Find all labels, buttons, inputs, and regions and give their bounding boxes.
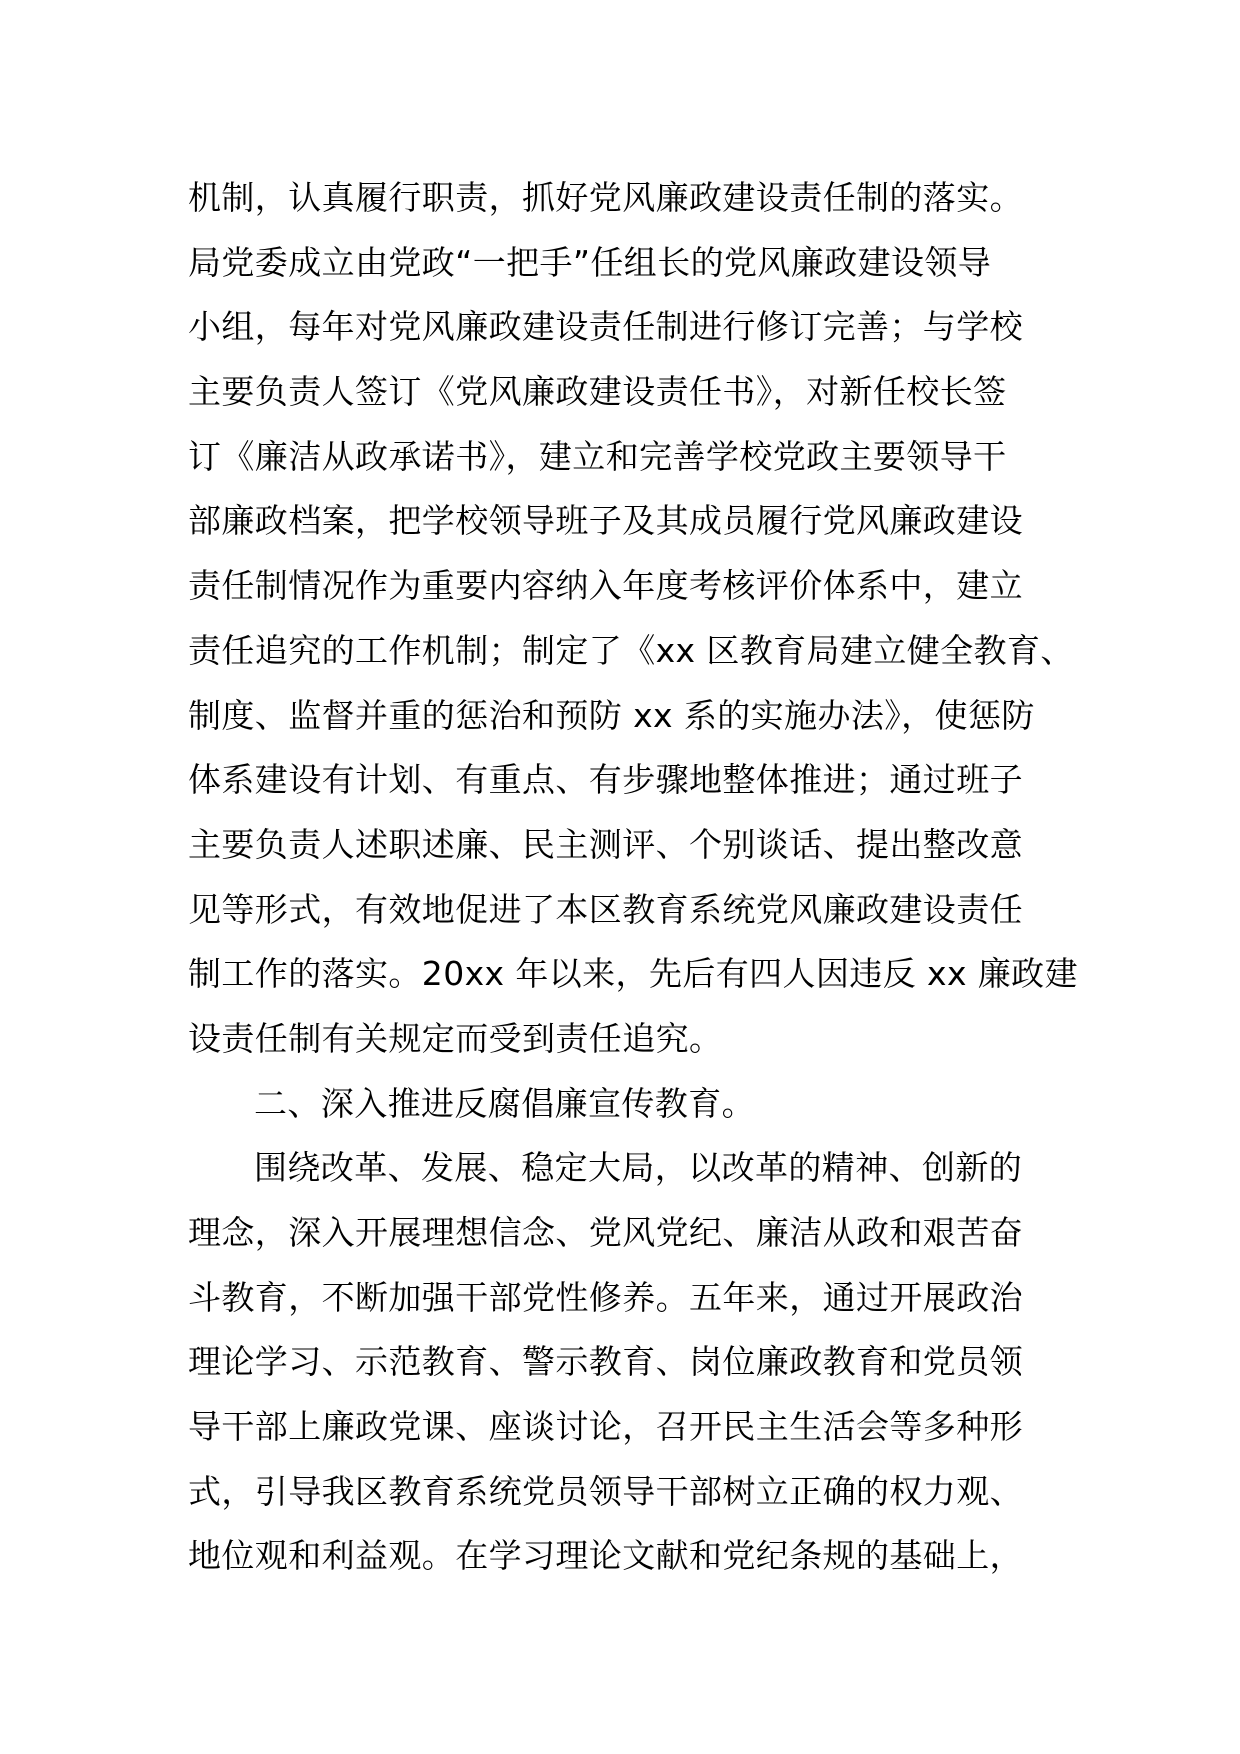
body-text [188, 166, 1088, 1589]
text-line: 制工作的落实。20xx 年以来，先后有四人因违反 xx 廉政建 [188, 954, 1078, 994]
text-line: 设责任制有关规定而受到责任追究。 [188, 1018, 723, 1058]
text-line: 制度、监督并重的惩治和预防 xx 系的实施办法》，使惩防 [188, 695, 1035, 735]
text-line: 小组，每年对党风廉政建设责任制进行修订完善；与学校 [188, 307, 1023, 347]
text-line: 责任追究的工作机制；制定了《xx 区教育局建立健全教育、 [188, 630, 1074, 670]
text-line: 斗教育，不断加强干部党性修养。五年来，通过开展政治 [188, 1277, 1023, 1317]
paragraph-first-line: 围绕改革、发展、稳定大局，以改革的精神、创新的 [254, 1148, 1023, 1188]
text-line: 理念，深入开展理想信念、党风党纪、廉洁从政和艰苦奋 [188, 1213, 1023, 1252]
section-heading: 二、深入推进反腐倡廉宣传教育。 [254, 1083, 755, 1123]
text-line: 地位观和利益观。在学习理论文献和党纪条规的基础上， [188, 1536, 1023, 1576]
text-line: 主要负责人述职述廉、民主测评、个别谈话、提出整改意 [188, 824, 1023, 864]
text-line: 体系建设有计划、有重点、有步骤地整体推进；通过班子 [188, 760, 1023, 800]
text-line: 见等形式，有效地促进了本区教育系统党风廉政建设责任 [188, 889, 1023, 929]
text-line: 责任制情况作为重要内容纳入年度考核评价体系中，建立 [188, 566, 1023, 606]
text-line: 主要负责人签订《党风廉政建设责任书》，对新任校长签 [188, 372, 1007, 412]
text-line: 局党委成立由党政“一把手”任组长的党风廉政建设领导 [188, 242, 992, 282]
text-line: 理论学习、示范教育、警示教育、岗位廉政教育和党员领 [188, 1342, 1023, 1382]
text-line: 部廉政档案，把学校领导班子及其成员履行党风廉政建设 [188, 501, 1023, 541]
text-line: 导干部上廉政党课、座谈讨论，召开民主生活会等多种形 [188, 1407, 1023, 1447]
text-line: 式，引导我区教育系统党员领导干部树立正确的权力观、 [188, 1471, 1023, 1511]
text-line: 订《廉洁从政承诺书》，建立和完善学校党政主要领导干 [188, 436, 1007, 476]
text-line: 机制，认真履行职责，抓好党风廉政建设责任制的落实。 [188, 178, 1023, 217]
